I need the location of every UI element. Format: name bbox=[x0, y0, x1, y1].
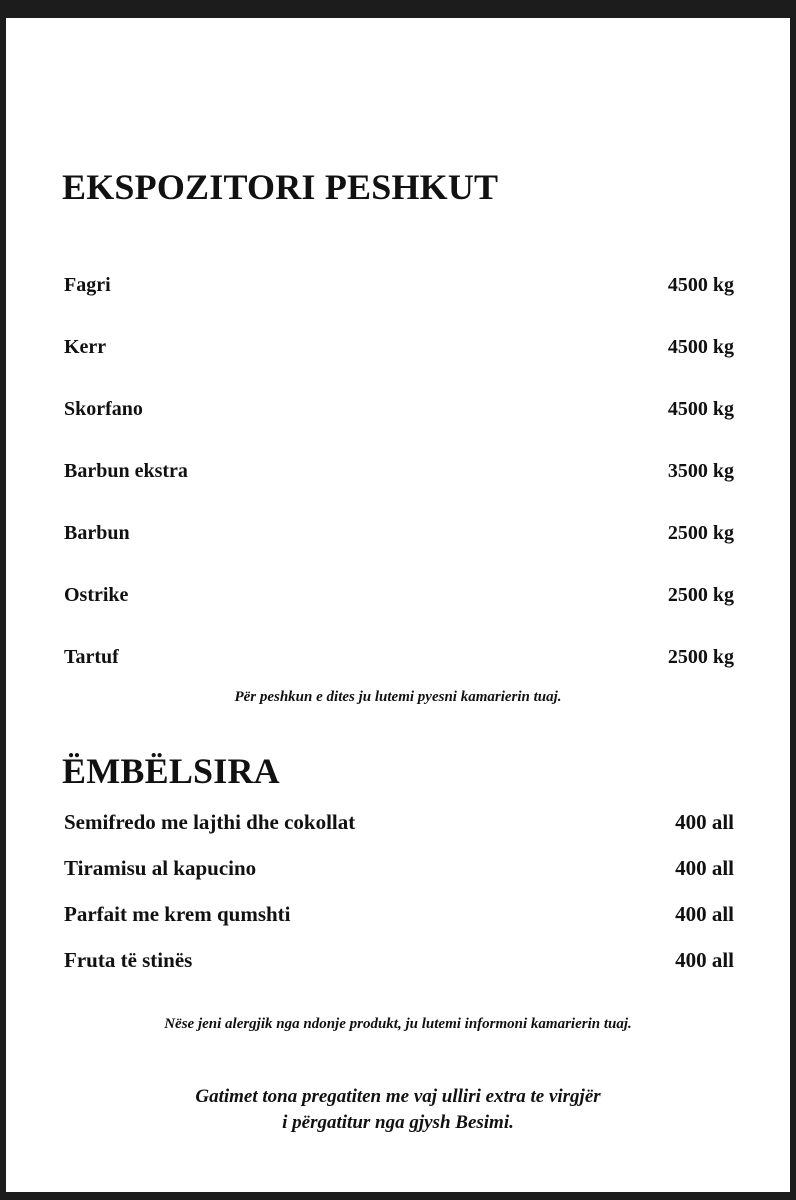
item-price: 400 all bbox=[675, 856, 734, 880]
item-name: Fagri bbox=[64, 274, 111, 296]
item-price: 400 all bbox=[675, 902, 734, 926]
item-price: 4500 kg bbox=[667, 398, 734, 420]
menu-item bbox=[64, 584, 734, 607]
menu-item bbox=[64, 902, 734, 927]
item-price: 2500 kg bbox=[667, 584, 734, 606]
item-price: 4500 kg bbox=[667, 336, 734, 358]
item-name: Ostrike bbox=[64, 584, 129, 606]
menu-item bbox=[64, 522, 734, 545]
footer-line-2: i përgatitur nga gjysh Besimi. bbox=[282, 1112, 514, 1133]
menu-item bbox=[64, 274, 734, 297]
menu-item bbox=[64, 810, 734, 835]
item-price: 4500 kg bbox=[667, 274, 734, 296]
menu-item bbox=[64, 646, 734, 669]
allergy-note: Nëse jeni alergjik nga ndonje produkt, ju lutemi informoni kamarierin tuaj. bbox=[164, 1016, 632, 1032]
menu-item bbox=[64, 460, 734, 483]
item-name: Kerr bbox=[64, 336, 107, 358]
menu-item bbox=[64, 398, 734, 421]
fish-section-title: EKSPOZITORI PESHKUT bbox=[62, 167, 499, 207]
menu-item bbox=[64, 948, 734, 973]
item-name: Barbun bbox=[64, 522, 130, 544]
item-price: 2500 kg bbox=[667, 522, 734, 544]
fish-note: Për peshkun e dites ju lutemi pyesni kamarierin tuaj. bbox=[234, 689, 562, 705]
item-name: Fruta të stinës bbox=[64, 948, 193, 972]
item-price: 3500 kg bbox=[667, 460, 734, 482]
menu-item bbox=[64, 856, 734, 881]
menu-page bbox=[6, 18, 790, 1192]
item-name: Parfait me krem qumshti bbox=[64, 902, 291, 926]
item-name: Tartuf bbox=[64, 646, 119, 668]
menu-item bbox=[64, 336, 734, 359]
item-price: 2500 kg bbox=[667, 646, 734, 668]
item-name: Semifredo me lajthi dhe cokollat bbox=[64, 810, 356, 834]
item-name: Skorfano bbox=[64, 398, 143, 420]
footer-note bbox=[6, 1084, 790, 1136]
item-price: 400 all bbox=[675, 948, 734, 972]
item-name: Tiramisu al kapucino bbox=[64, 856, 257, 880]
item-name: Barbun ekstra bbox=[64, 460, 188, 482]
item-price: 400 all bbox=[675, 810, 734, 834]
dessert-section-title: ËMBËLSIRA bbox=[62, 751, 280, 791]
footer-line-1: Gatimet tona pregatiten me vaj ulliri extra te virgjër bbox=[195, 1086, 601, 1107]
